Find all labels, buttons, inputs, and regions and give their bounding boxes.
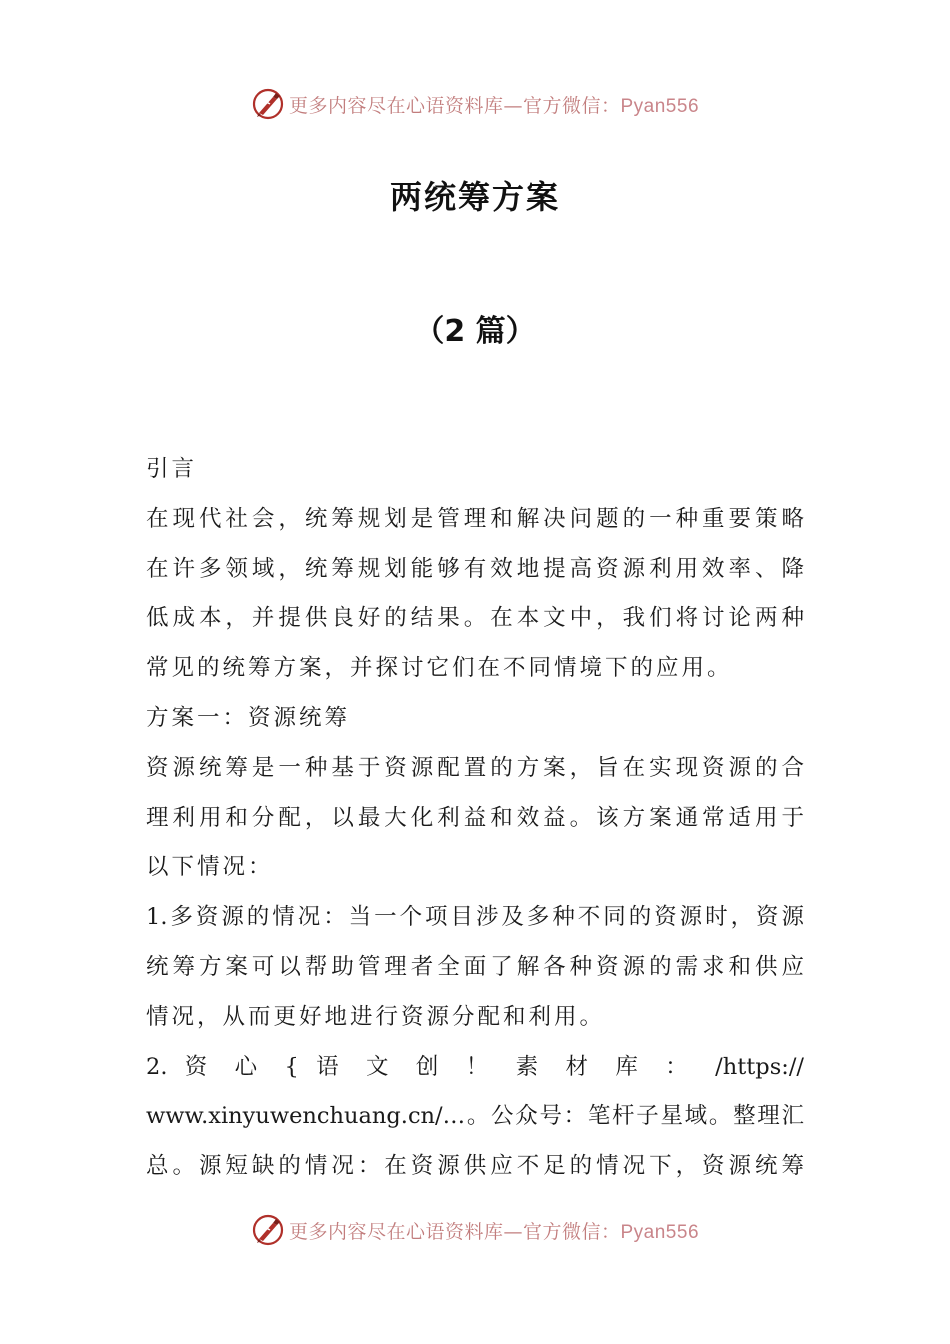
body-line: 资源统筹是一种基于资源配置的方案，旨在实现资源的合 [146,754,804,781]
document-title: 两统筹方案 [389,178,560,216]
body-line: 统筹方案可以帮助管理者全面了解各种资源的需求和供应 [146,953,804,980]
body-line: 方案一：资源统筹 [146,704,351,731]
body-line: 低成本，并提供良好的结果。在本文中，我们将讨论两种 [146,605,804,632]
banner-text [289,1217,699,1244]
banner-slogan: 更多内容尽在心语资料库—官方微信： [288,94,621,117]
document-subtitle: （2 篇） [414,314,536,349]
pen-logo-icon [251,87,285,121]
pen-logo-icon [251,1213,285,1247]
body-line: 以下情况： [146,854,274,881]
body-line: 1.多资源的情况：当一个项目涉及多种不同的资源时，资源 [146,904,804,931]
body-line: 2. 资 心 { 语 文 创 ！ 素 材 库 ： /https:// [146,1053,804,1080]
body-line: 引言 [146,456,198,482]
body-line: 情况，从而更好地进行资源分配和利用。 [146,1003,606,1030]
banner-slogan: 更多内容尽在心语资料库—官方微信： [288,1220,621,1243]
header-banner [0,84,950,124]
footer-banner [0,1210,950,1250]
body-line: www.xinyuwenchuang.cn/…。公众号：笔杆子星域。整理汇 [146,1103,804,1130]
body-line: 常见的统筹方案，并探讨它们在不同情境下的应用。 [146,655,733,682]
banner-text [289,91,699,118]
body-line: 在现代社会，统筹规划是管理和解决问题的一种重要策略 [146,505,804,532]
body-line: 理利用和分配，以最大化利益和效益。该方案通常适用于 [146,804,804,831]
body-line: 总。源短缺的情况：在资源供应不足的情况下，资源统筹 [146,1153,804,1180]
banner-wechat-id: Pyan556 [620,95,700,117]
document-body [146,445,804,1192]
body-line: 在许多领域，统筹规划能够有效地提高资源利用效率、降 [146,555,804,582]
banner-wechat-id: Pyan556 [620,1221,700,1243]
